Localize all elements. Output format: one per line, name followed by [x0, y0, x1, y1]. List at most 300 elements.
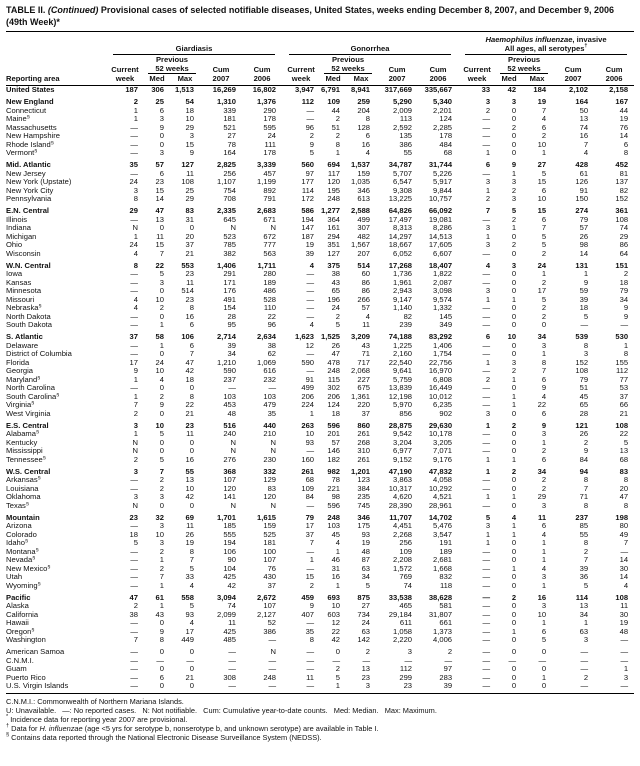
- value-cell: 23: [129, 512, 138, 522]
- value-cell: —: [362, 655, 371, 665]
- value-cell: 34: [579, 609, 589, 619]
- value-cell: 1: [485, 294, 491, 304]
- value-cell: 1: [159, 555, 164, 564]
- value-cell: —: [306, 303, 315, 312]
- value-cell: 0: [511, 538, 517, 547]
- value-cell: 210: [263, 429, 277, 438]
- value-cell: 6,235: [433, 400, 453, 409]
- value-cell: 52: [267, 618, 277, 627]
- value-cell: 2,714: [216, 332, 236, 341]
- value-cell: 299: [399, 672, 413, 682]
- value-cell: 12: [331, 618, 341, 627]
- value-cell: —: [306, 349, 315, 358]
- col-header-cum: Cum: [212, 65, 230, 74]
- reporting-area-cell: District of Columbia: [6, 350, 72, 358]
- value-cell: 3: [485, 240, 491, 249]
- value-cell: 4: [189, 580, 194, 590]
- value-cell: 74: [227, 601, 236, 610]
- value-cell: —: [306, 446, 315, 455]
- table-row: [6, 531, 634, 540]
- value-cell: 19,081: [428, 214, 453, 224]
- value-cell: 0: [335, 647, 341, 656]
- col-header-previous: Previous: [155, 55, 189, 64]
- reporting-area-cell: New Jersey: [6, 169, 46, 178]
- value-cell: 178: [439, 131, 453, 140]
- value-cell: —: [228, 647, 236, 656]
- value-cell: 17: [129, 357, 138, 367]
- value-cell: 5,340: [433, 97, 453, 106]
- value-cell: —: [228, 655, 236, 665]
- value-cell: 1: [485, 357, 491, 367]
- value-cell: 15: [537, 177, 547, 186]
- value-cell: 194: [301, 214, 315, 224]
- value-cell: 107: [263, 601, 277, 610]
- value-cell: 38: [331, 269, 341, 278]
- value-cell: 5,917: [433, 177, 453, 186]
- value-cell: 7: [309, 538, 315, 547]
- value-cell: 4: [309, 320, 315, 329]
- reporting-area-cell: North Dakota: [6, 312, 51, 321]
- value-cell: 164: [223, 148, 236, 157]
- value-cell: 13,839: [388, 383, 413, 392]
- value-cell: 3,098: [433, 286, 453, 295]
- reporting-area-cell: Nebraska§: [6, 304, 42, 312]
- value-cell: 24: [537, 260, 547, 270]
- value-cell: —: [306, 294, 315, 304]
- reporting-area-cell: South Dakota: [6, 321, 53, 329]
- value-cell: 1,525: [321, 332, 341, 341]
- value-cell: —: [306, 269, 315, 278]
- value-cell: 11: [186, 429, 194, 438]
- value-cell: 616: [263, 366, 277, 375]
- value-cell: 47: [619, 492, 629, 501]
- value-cell: 84: [579, 454, 589, 464]
- reporting-area-cell: Wyoming§: [6, 581, 41, 590]
- value-cell: 9,641: [393, 366, 413, 375]
- value-cell: 10: [185, 483, 194, 493]
- value-cell: 175: [357, 521, 371, 530]
- value-cell: 135: [399, 131, 413, 140]
- footnotes: [6, 697, 634, 743]
- value-cell: 23: [155, 177, 164, 186]
- value-cell: 16: [331, 572, 341, 581]
- value-cell: 2,672: [257, 592, 277, 602]
- value-cell: 79: [305, 512, 315, 522]
- value-cell: 91: [579, 185, 589, 195]
- value-cell: —: [482, 168, 491, 178]
- value-cell: 2: [541, 446, 547, 455]
- value-cell: 121: [575, 420, 589, 430]
- value-cell: 603: [327, 609, 341, 619]
- table-row: [6, 258, 634, 270]
- value-cell: 161: [327, 223, 341, 232]
- table-row: [6, 590, 634, 602]
- value-cell: 982: [327, 466, 341, 476]
- value-cell: 769: [399, 572, 413, 581]
- value-cell: —: [482, 446, 491, 455]
- value-cell: —: [306, 114, 315, 123]
- value-cell: 6: [159, 672, 164, 682]
- value-cell: 590: [301, 357, 315, 367]
- value-cell: 6: [623, 139, 629, 149]
- reporting-area-cell: New York City: [6, 186, 54, 195]
- value-cell: 126: [575, 177, 589, 186]
- value-cell: 24: [361, 618, 371, 627]
- value-cell: 754: [223, 185, 236, 195]
- table-row: [6, 158, 634, 170]
- value-cell: —: [620, 647, 629, 656]
- value-cell: —: [482, 580, 491, 590]
- value-cell: 516: [223, 420, 236, 430]
- value-cell: 220: [357, 400, 371, 409]
- value-cell: 8: [583, 340, 589, 350]
- value-cell: N: [132, 223, 138, 232]
- value-cell: 9: [541, 420, 547, 430]
- value-cell: 38,628: [428, 592, 453, 602]
- value-cell: 1,701: [216, 512, 236, 522]
- value-cell: 18: [185, 374, 194, 384]
- value-cell: 499: [301, 383, 315, 392]
- table-row: [6, 456, 634, 465]
- value-cell: 86: [619, 240, 629, 249]
- value-cell: —: [482, 248, 491, 258]
- value-cell: 43: [331, 277, 341, 287]
- value-cell: 39: [579, 563, 589, 573]
- value-cell: 31: [331, 563, 341, 573]
- value-cell: 0: [189, 664, 194, 673]
- reporting-area-cell: West Virginia: [6, 409, 51, 418]
- value-cell: 19: [361, 538, 371, 547]
- table-row: [6, 548, 634, 557]
- value-cell: 18: [331, 408, 341, 418]
- value-cell: 55: [185, 466, 194, 476]
- table-row: [6, 241, 634, 250]
- value-cell: —: [306, 366, 315, 375]
- value-cell: 2: [541, 303, 547, 312]
- value-cell: 1: [541, 555, 547, 564]
- value-cell: 1,201: [351, 466, 371, 476]
- value-cell: 1,361: [351, 391, 371, 401]
- reporting-area-cell: E.N. Central: [6, 206, 50, 215]
- value-cell: 182: [327, 454, 341, 464]
- value-cell: 113: [399, 114, 413, 123]
- value-cell: 2: [159, 563, 164, 573]
- value-cell: 16,802: [252, 85, 277, 94]
- reporting-area-cell: Rhode Island§: [6, 140, 54, 149]
- reporting-area-cell: New Hampshire: [6, 132, 61, 140]
- value-cell: 4: [541, 114, 547, 123]
- value-cell: 240: [223, 429, 236, 438]
- value-cell: 595: [263, 122, 277, 132]
- value-cell: 109: [301, 483, 315, 493]
- value-cell: 11: [156, 231, 164, 241]
- value-cell: 596: [327, 420, 341, 430]
- value-cell: 5: [189, 563, 194, 573]
- value-cell: —: [482, 277, 491, 287]
- value-cell: 230: [263, 454, 277, 464]
- value-cell: —: [130, 483, 138, 493]
- value-cell: 5: [583, 580, 589, 590]
- value-cell: —: [482, 626, 491, 636]
- value-cell: 9,147: [393, 294, 413, 304]
- value-cell: 34: [227, 349, 236, 358]
- value-cell: 38: [267, 340, 277, 350]
- value-cell: 1: [541, 437, 547, 447]
- value-cell: 5: [541, 635, 547, 644]
- value-cell: 5,226: [433, 168, 453, 178]
- value-cell: 65: [331, 286, 341, 295]
- value-cell: 1,623: [295, 332, 315, 341]
- col-header-blank: [242, 55, 282, 64]
- value-cell: —: [306, 546, 315, 556]
- value-cell: 1: [485, 185, 491, 195]
- value-cell: 6: [159, 168, 164, 178]
- value-cell: 382: [223, 248, 236, 258]
- value-cell: 37: [361, 408, 371, 418]
- value-cell: —: [130, 349, 138, 358]
- footnote: * Incidence data for reporting year 2007 are provisional.: [6, 713, 188, 724]
- reporting-area-cell: Mid. Atlantic: [6, 160, 51, 169]
- value-cell: 0: [522, 682, 552, 693]
- value-cell: —: [282, 682, 320, 693]
- value-cell: 3: [583, 635, 589, 644]
- value-cell: 22: [331, 626, 341, 636]
- value-cell: 127: [181, 160, 194, 169]
- value-cell: 6: [485, 160, 491, 169]
- value-cell: 65: [579, 400, 589, 409]
- table-row: [6, 321, 634, 330]
- value-cell: N: [132, 446, 138, 455]
- value-cell: 2: [365, 647, 371, 656]
- value-cell: 6,052: [393, 248, 413, 258]
- value-cell: 160: [301, 454, 315, 464]
- value-cell: 57: [331, 437, 341, 447]
- value-cell: 0: [189, 383, 194, 392]
- value-cell: 1: [583, 269, 589, 278]
- value-cell: 10: [305, 429, 315, 438]
- value-cell: 22: [185, 400, 194, 409]
- table-row: [6, 493, 634, 502]
- value-cell: —: [482, 214, 491, 224]
- value-cell: 1: [485, 538, 491, 547]
- col-header-blank: [376, 55, 418, 64]
- value-cell: 1,668: [433, 563, 453, 573]
- value-cell: 2,201: [433, 105, 453, 115]
- value-cell: 2,335: [216, 206, 236, 215]
- value-cell: 560: [301, 160, 315, 169]
- value-cell: —: [130, 655, 138, 665]
- value-cell: 4: [541, 563, 547, 573]
- value-cell: 42: [331, 635, 341, 644]
- value-cell: 109: [327, 97, 341, 106]
- value-cell: 1,736: [393, 269, 413, 278]
- value-cell: 18: [579, 303, 589, 312]
- value-cell: 11: [186, 277, 194, 287]
- value-cell: —: [482, 400, 491, 409]
- value-cell: 103: [223, 391, 236, 401]
- value-cell: 48: [619, 626, 629, 636]
- value-cell: 25: [155, 97, 164, 106]
- reporting-area-cell: Wisconsin: [6, 249, 41, 258]
- value-cell: 0: [511, 446, 517, 455]
- value-cell: 2,009: [393, 105, 413, 115]
- value-cell: —: [404, 655, 413, 665]
- col-header-2006: 2006: [418, 74, 458, 86]
- value-cell: 39: [305, 248, 315, 258]
- value-cell: 0: [511, 340, 517, 350]
- value-cell: 1: [485, 420, 491, 430]
- value-cell: 196: [327, 294, 341, 304]
- value-cell: 53: [619, 383, 629, 392]
- reporting-area-cell: Louisiana: [6, 484, 39, 493]
- table-row: [6, 124, 634, 133]
- value-cell: 7: [133, 400, 138, 409]
- value-cell: 120: [223, 483, 236, 493]
- value-cell: 106: [223, 546, 236, 556]
- value-cell: —: [482, 383, 491, 392]
- table-row: [6, 304, 634, 313]
- value-cell: 29: [537, 492, 547, 501]
- value-cell: 112: [615, 366, 629, 375]
- value-cell: 15: [155, 185, 164, 195]
- value-cell: 2,681: [433, 555, 453, 564]
- value-cell: —: [332, 655, 341, 665]
- value-cell: 44: [331, 105, 341, 115]
- value-cell: 66: [619, 400, 629, 409]
- value-cell: 24: [129, 240, 138, 249]
- col-header-blank: [418, 55, 458, 64]
- value-cell: 8,313: [393, 223, 413, 232]
- col-header-med: Med: [320, 74, 346, 86]
- value-cell: —: [482, 618, 491, 627]
- value-cell: 177: [301, 177, 315, 186]
- col-header-week: week: [106, 74, 144, 86]
- value-cell: 25: [185, 185, 194, 195]
- value-cell: 0: [189, 446, 194, 455]
- title-rest: Provisional cases of selected notifiable diseases, United States, weeks ending December 8, 2007, and December 9, 2006 (49th Week)*: [6, 5, 615, 27]
- value-cell: 11: [362, 320, 371, 329]
- value-cell: 791: [263, 194, 277, 203]
- value-cell: 2: [511, 592, 517, 602]
- value-cell: 611: [399, 618, 413, 627]
- value-cell: 11: [186, 521, 194, 530]
- value-cell: 221: [327, 483, 341, 493]
- value-cell: 1: [623, 340, 629, 350]
- value-cell: 11: [186, 168, 194, 178]
- value-cell: 16,449: [428, 383, 453, 392]
- value-cell: 5: [485, 512, 491, 522]
- value-cell: 3: [511, 357, 517, 367]
- value-cell: 9: [159, 626, 164, 636]
- value-cell: 207: [357, 248, 371, 258]
- value-cell: 13,225: [388, 194, 413, 203]
- value-cell: 84: [305, 492, 315, 501]
- value-cell: 131: [575, 260, 589, 270]
- value-cell: 14,297: [388, 231, 413, 241]
- value-cell: 306: [151, 85, 164, 94]
- value-cell: 7: [541, 223, 547, 232]
- value-cell: 19: [305, 240, 315, 249]
- reporting-area-cell: Florida: [6, 358, 30, 367]
- value-cell: 181: [263, 538, 277, 547]
- value-cell: 152: [615, 194, 629, 203]
- value-cell: 6: [541, 214, 547, 224]
- value-cell: 2: [623, 269, 629, 278]
- value-cell: 10: [155, 294, 164, 304]
- value-cell: 586: [301, 206, 315, 215]
- value-cell: —: [594, 682, 634, 693]
- reporting-area-cell: Ohio: [6, 241, 23, 249]
- value-cell: 108: [575, 366, 589, 375]
- value-cell: 10,757: [428, 194, 453, 203]
- value-cell: —: [186, 655, 194, 665]
- value-cell: 734: [357, 609, 371, 619]
- value-cell: 2: [133, 97, 138, 106]
- table-row: [6, 636, 634, 645]
- value-cell: —: [482, 349, 491, 358]
- value-cell: 0: [511, 114, 517, 123]
- col-header-blank: [282, 55, 320, 64]
- value-cell: 5,759: [393, 374, 413, 384]
- value-cell: 142: [357, 635, 371, 644]
- value-cell: 2,825: [216, 160, 236, 169]
- value-cell: 30: [619, 563, 629, 573]
- value-cell: 57: [579, 223, 589, 232]
- value-cell: 386: [399, 139, 413, 149]
- value-cell: 15: [305, 572, 315, 581]
- value-cell: 195: [327, 185, 341, 195]
- value-cell: 141: [223, 492, 236, 501]
- value-cell: 120: [263, 492, 277, 501]
- value-cell: 27: [227, 131, 236, 140]
- value-cell: 26: [185, 529, 194, 539]
- footnote: U: Unavailable. —: No reported cases. N: Not notifiable. Cum: Cumulative year-to-date counts. Med: Median. Max: Maximum.: [6, 705, 437, 715]
- value-cell: 39: [579, 294, 589, 304]
- value-cell: 2,220: [393, 635, 413, 644]
- value-cell: 2: [159, 391, 164, 401]
- title-continued: (Continued): [47, 5, 99, 15]
- value-cell: 482: [357, 231, 371, 241]
- value-cell: 44: [619, 105, 629, 115]
- value-cell: 4: [133, 294, 138, 304]
- table-row: [6, 657, 634, 666]
- value-cell: —: [538, 655, 547, 665]
- value-cell: 10: [155, 420, 164, 430]
- value-cell: 96: [305, 122, 315, 132]
- table-row: [6, 401, 634, 410]
- value-cell: 60: [361, 269, 371, 278]
- value-cell: 2: [133, 408, 138, 418]
- value-cell: —: [130, 168, 138, 178]
- value-cell: 0: [159, 349, 164, 358]
- value-cell: 2: [335, 131, 341, 140]
- value-cell: —: [130, 626, 138, 636]
- value-cell: 2,068: [351, 366, 371, 375]
- value-cell: 32: [155, 512, 164, 522]
- value-cell: —: [482, 572, 491, 581]
- value-cell: 178: [263, 148, 277, 157]
- value-cell: 3: [511, 97, 517, 106]
- value-cell: 266: [357, 294, 371, 304]
- value-cell: 4: [623, 580, 629, 590]
- reporting-area-cell: Mountain: [6, 512, 40, 522]
- value-cell: 87: [361, 555, 371, 564]
- reporting-area-cell: Texas§: [6, 501, 29, 510]
- value-cell: 71: [361, 349, 371, 358]
- reporting-area-cell: Virginia§: [6, 401, 35, 409]
- value-cell: 1: [133, 429, 138, 438]
- value-cell: 263: [301, 420, 315, 430]
